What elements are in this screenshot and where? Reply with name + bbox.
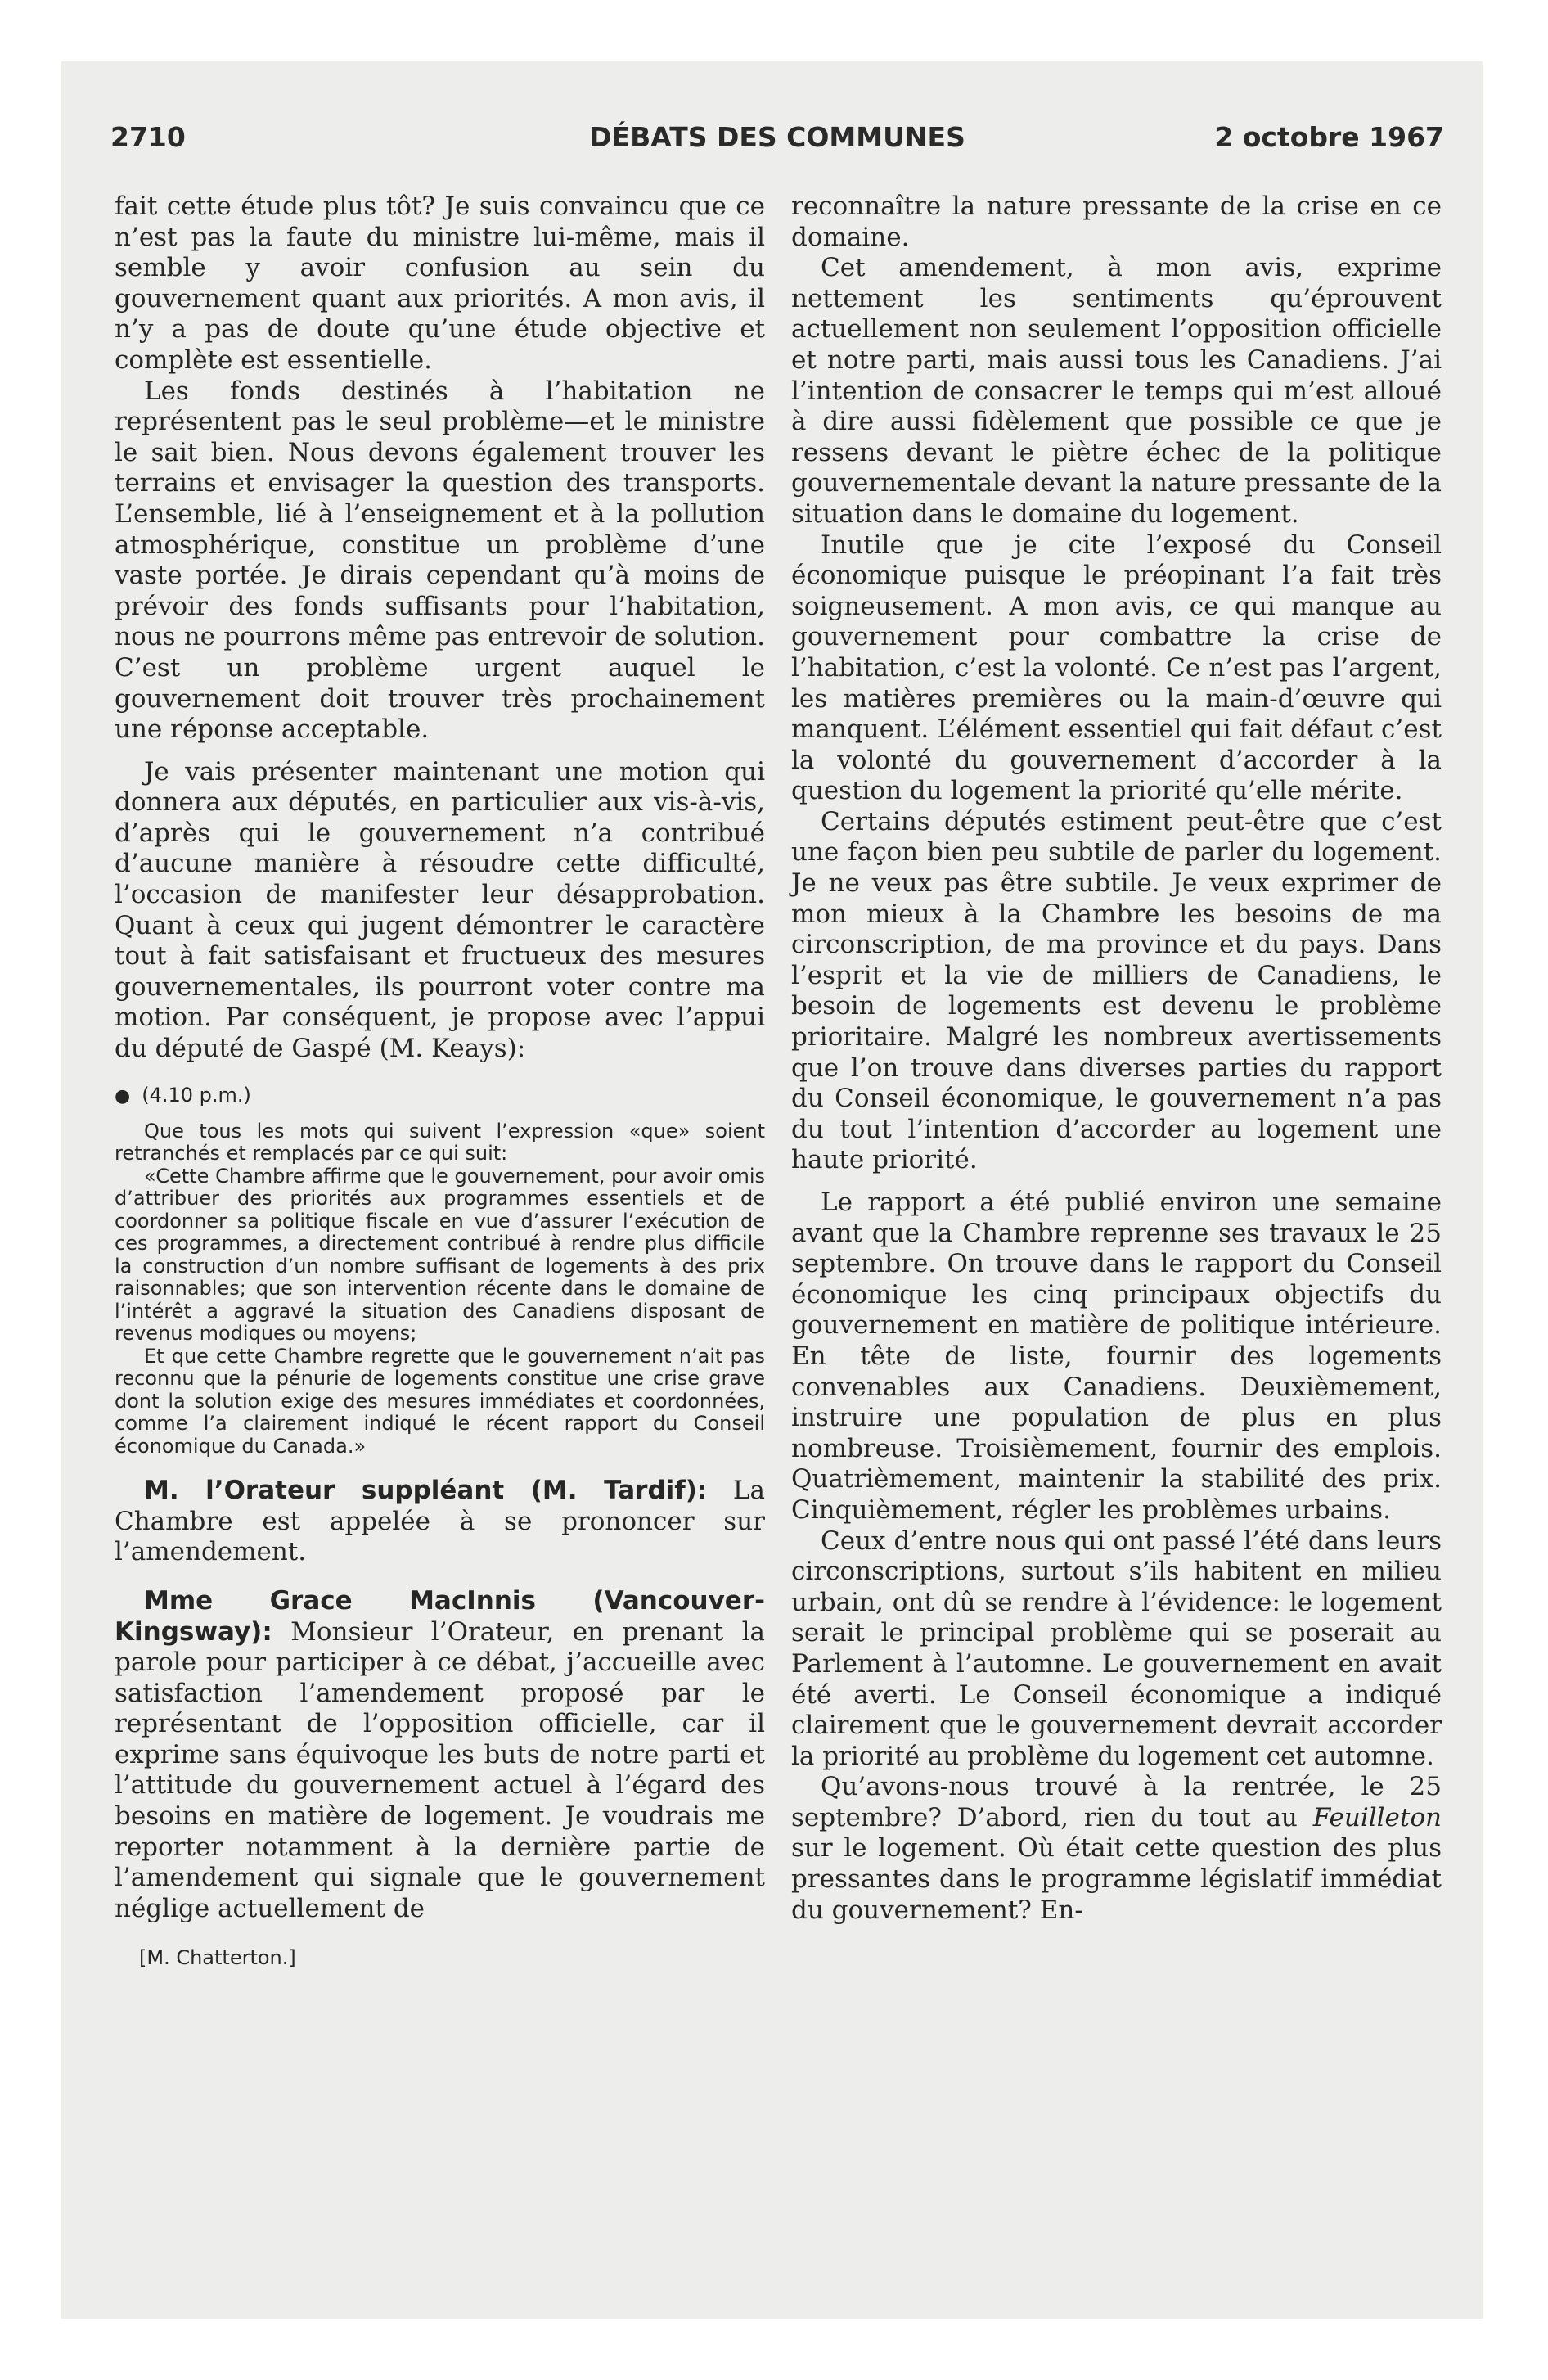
paragraph: Certains députés estiment peut-être que c’est une façon bien peu subtile de parler du logement. Je ne veux pas être subtile. Je veux exprimer de mon mieux à la Chambre les besoins de ma circonscription, de ma province et du pays. Dans l’esprit et la vie de milliers de Canadiens, le besoin de logements est devenu le problème prioritaire. Malgré les nombreux avertissements que l’on trouve dans diverses parties du rapport du Conseil économique, le gouvernement n’a pas du tout l’intention d’accorder au logement une haute priorité. [791, 806, 1442, 1175]
page-number: 2710 [110, 121, 186, 153]
right-column [791, 192, 1442, 1926]
page-date: 2 octobre 1967 [1214, 121, 1444, 153]
page-title: DÉBATS DES COMMUNES [589, 121, 965, 153]
speech [115, 1476, 765, 1568]
speaker-name: M. l’Orateur suppléant (M. Tardif): [144, 1476, 708, 1506]
paragraph: Inutile que je cite l’exposé du Conseil économique puisque le préopinant l’a fait très soigneusement. A mon avis, ce qui manque au gouvernement pour combattre la crise de l’habitation, c’est la volonté. Ce n’est pas l’argent, les matières premières ou la main-d’œuvre qui manquent. L’élément essentiel qui fait défaut c’est la volonté du gouvernement d’accorder à la question du logement la priorité qu’elle mérite. [791, 530, 1442, 806]
paragraph: reconnaître la nature pressante de la crise en ce domaine. [791, 192, 1442, 252]
motion-text: Que tous les mots qui suivent l’expression «que» soient retranchés et remplacés par ce qui suit: [115, 1119, 765, 1165]
paragraph: fait cette étude plus tôt? Je suis convaincu que ce n’est pas la faute du ministre lui-même, mais il semble y avoir confusion au sein du gouvernement quant aux priorités. A mon avis, il n’y a pas de doute qu’une étude objective et complète est essentielle. [115, 192, 765, 375]
paragraph: Cet amendement, à mon avis, exprime nettement les sentiments qu’éprouvent actuellement non seulement l’opposition officielle et notre parti, mais aussi tous les Canadiens. J’ai l’intention de consacrer le temps qui m’est alloué à dire aussi fidèlement que possible ce que je ressens devant le piètre échec de la politique gouvernementale devant la nature pressante de la situation dans le domaine du logement. [791, 253, 1442, 529]
bullet-icon: ● [115, 1085, 131, 1107]
paragraph: Qu’avons-nous trouvé à la rentrée, le 25 septembre? D’abord, rien du tout au Feuilleton sur le logement. Où était cette question des plus pressantes dans le programme législatif immédiat du gouvernement? En- [791, 1772, 1442, 1925]
page-header [110, 121, 1444, 170]
left-column [115, 192, 765, 1970]
speech-text: La Chambre est appelée à se prononcer sur l’amendement. [115, 1476, 765, 1567]
paragraph: Ceux d’entre nous qui ont passé l’été dans leurs circonscriptions, surtout s’ils habitent en milieu urbain, ont dû se rendre à l’évidence: le logement serait le principal problème qui se poserait au Parlement à l’automne. Le gouvernement en avait été averti. Le Conseil économique a indiqué clairement que le gouvernement devrait accorder la priorité au problème du logement cet automne. [791, 1526, 1442, 1771]
footnote: [M. Chatterton.] [139, 1946, 296, 1970]
paragraph: Le rapport a été publié environ une semaine avant que la Chambre reprenne ses travaux le 25 septembre. On trouve dans le rapport du Conseil économique les cinq principaux objectifs du gouvernement en matière de politique intérieure. En tête de liste, fournir des logements convenables aux Canadiens. Deuxièmement, instruire une population de plus en plus nombreuse. Troisièmement, fournir des emplois. Quatrièmement, maintenir la stabilité des prix. Cinquièmement, régler les problèmes urbains. [791, 1188, 1442, 1525]
paragraph: Les fonds destinés à l’habitation ne représentent pas le seul problème—et le ministre le sait bien. Nous devons également trouver les terrains et envisager la question des transports. L’ensemble, lié à l’enseignement et à la pollution atmosphérique, constitue un problème d’une vaste portée. Je dirais cependant qu’à moins de prévoir des fonds suffisants pour l’habitation, nous ne pourrons même pas entrevoir de solution. C’est un problème urgent auquel le gouvernement doit trouver très prochainement une réponse acceptable. [115, 376, 765, 745]
motion-text: «Cette Chambre affirme que le gouvernement, pour avoir omis d’attribuer des priorités aux programmes essentiels et de coordonner sa politique fiscale en vue d’assurer l’exécution de ces programmes, a directement contribué à rendre plus difficile la construction d’un nombre suffisant de logements à des prix raisonnables; que son intervention récente dans le domaine de l’intérêt a aggravé la situation des Canadiens disposant de revenus modiques ou moyens; [115, 1164, 765, 1346]
paragraph: Je vais présenter maintenant une motion qui donnera aux députés, en particulier aux vis-à-vis, d’après qui le gouvernement n’a contribué d’aucune manière à résoudre cette difficulté, l’occasion de manifester leur désapprobation. Quant à ceux qui jugent démontrer le caractère tout à fait satisfaisant et fructueux des mesures gouvernementales, ils pourront voter contre ma motion. Par conséquent, je propose avec l’appui du député de Gaspé (M. Keays): [115, 756, 765, 1064]
speaker-name: Mme Grace MacInnis (Vancouver-Kingsway): [115, 1585, 765, 1647]
speech [115, 1586, 765, 1925]
motion-text: Et que cette Chambre regrette que le gouvernement n’ait pas reconnu que la pénurie de logements constitue une crise grave dont la solution exige des mesures immédiates et coordonnées, comme l’a clairement indiqué le récent rapport du Conseil économique du Canada.» [115, 1344, 765, 1458]
italic-word: Feuilleton [1312, 1802, 1442, 1832]
time-marker: ● (4.10 p.m.) [115, 1083, 251, 1107]
speech-text: Monsieur l’Orateur, en prenant la parole pour participer à ce débat, j’accueille avec satisfaction l’amendement proposé par le représentant de l’opposition officielle, car il exprime sans équivoque les buts de notre parti et l’attitude du gouvernement actuel à l’égard des besoins en matière de logement. Je voudrais me reporter notamment à la dernière partie de l’amendement qui signale que le gouvernement néglige actuellement de [115, 1616, 765, 1923]
